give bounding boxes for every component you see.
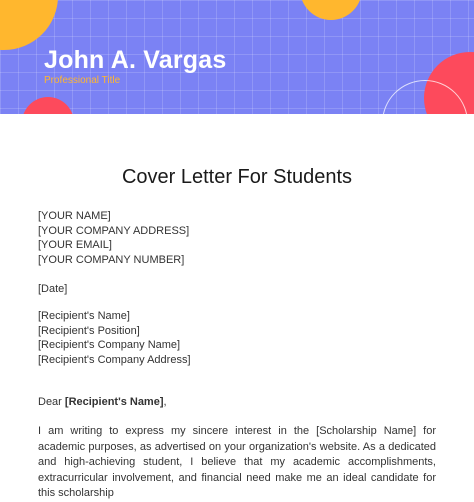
decorative-circle-red <box>22 97 74 114</box>
recipient-name: [Recipient's Name] <box>38 310 130 322</box>
salutation-suffix: , <box>163 396 167 408</box>
letter-body-paragraph: I am writing to express my sincere interest in the [Scholarship Name] for academic purposes, as advertised on your organization's website. As a dedicated and high-achieving student, I believe that my academic accomplishments, extracurricular involvement, and financial need make me an ideal candidate for this scholarship <box>38 425 436 499</box>
header-banner <box>0 0 474 114</box>
sender-number: [YOUR COMPANY NUMBER] <box>38 253 185 266</box>
person-name: John A. Vargas <box>44 46 227 74</box>
recipient-company: [Recipient's Company Name] <box>38 339 181 351</box>
decorative-circle-yellow-small <box>300 0 362 20</box>
salutation-name: [Recipient's Name] <box>64 396 164 408</box>
document-title: Cover Letter For Students <box>121 166 353 188</box>
recipient-address: [Recipient's Company Address] <box>38 353 191 366</box>
sender-address: [YOUR COMPANY ADDRESS] <box>38 224 190 237</box>
salutation-prefix: Dear <box>38 396 65 408</box>
sender-email: [YOUR EMAIL] <box>38 239 112 251</box>
sender-name: [YOUR NAME] <box>38 210 111 222</box>
recipient-position: [Recipient's Position] <box>38 324 140 337</box>
salutation <box>38 396 167 408</box>
professional-title: Professional Title <box>44 75 121 86</box>
letter-date: [Date] <box>38 283 68 295</box>
recipient-block <box>38 309 191 367</box>
date-block <box>38 282 67 297</box>
decorative-circle-yellow <box>0 0 58 50</box>
sender-block <box>38 209 189 267</box>
